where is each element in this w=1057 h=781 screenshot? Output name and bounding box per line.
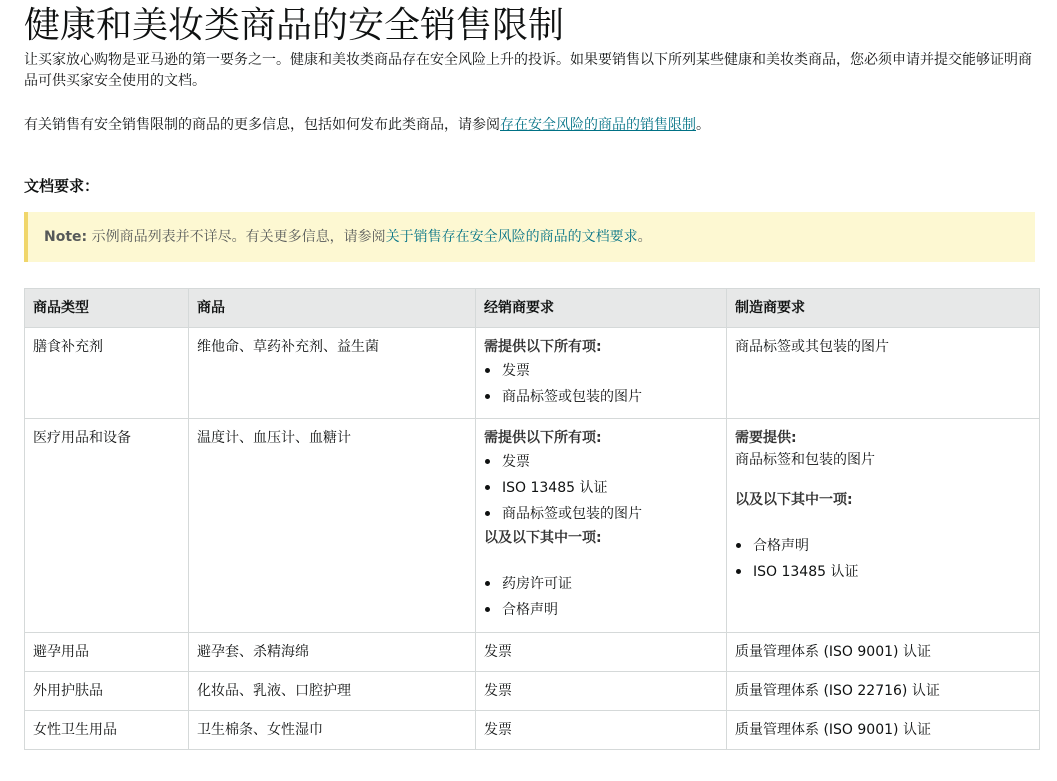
- list-item: 药房许可证: [502, 571, 718, 597]
- table-row: [25, 672, 1040, 711]
- distributor-list: [484, 358, 718, 410]
- product-type-cell: 医疗用品和设备: [25, 419, 189, 633]
- table-row: [25, 419, 1040, 633]
- note-box: [24, 212, 1035, 262]
- products-cell: 卫生棉条、女性湿巾: [189, 711, 476, 750]
- distributor-cell: 发票: [476, 672, 727, 711]
- list-item: ISO 13485 认证: [502, 475, 718, 501]
- distributor-subheading: 需提供以下所有项:: [484, 430, 602, 446]
- page-title: 健康和美妆类商品的安全销售限制: [24, 5, 565, 46]
- list-item: 合格声明: [502, 597, 718, 623]
- note-text: 示例商品列表并不详尽。有关更多信息，请参阅: [87, 229, 386, 245]
- list-item: 商品标签或包装的图片: [502, 501, 718, 527]
- distributor-cell: [476, 328, 727, 419]
- distributor-list: [484, 449, 718, 527]
- table-header-row: [25, 289, 1040, 328]
- page-content: [24, 0, 1039, 750]
- table-row: [25, 711, 1040, 750]
- list-item: 发票: [502, 358, 718, 384]
- document-requirements-link[interactable]: 关于销售存在安全风险的商品的文档要求: [385, 229, 638, 245]
- note-suffix: 。: [637, 229, 652, 245]
- header-distributor-requirements: 经销商要求: [476, 289, 727, 328]
- list-item: 合格声明: [753, 533, 1031, 559]
- intro-paragraph: 让买家放心购物是亚马逊的第一要务之一。健康和美妆类商品存在安全风险上升的投诉。如果要销售以下所列某些健康和美妆类商品，您必须申请并提交能够证明商品可供买家安全使用的文档。: [24, 52, 1032, 89]
- manufacturer-cell: 商品标签或其包装的图片: [727, 328, 1040, 419]
- list-item: ISO 13485 认证: [753, 559, 1031, 585]
- distributor-subheading: 需提供以下所有项:: [484, 339, 602, 355]
- more-info-suffix: 。: [696, 117, 710, 133]
- table-row: [25, 633, 1040, 672]
- distributor-cell: 发票: [476, 711, 727, 750]
- manufacturer-subheading: 需要提供:: [735, 430, 797, 446]
- requirements-table: [24, 288, 1040, 750]
- restricted-products-link[interactable]: 存在安全风险的商品的销售限制: [500, 117, 696, 133]
- manufacturer-cell: [727, 419, 1040, 633]
- more-info-paragraph: [24, 115, 1039, 136]
- product-type-cell: 膳食补充剂: [25, 328, 189, 419]
- distributor-cell: [476, 419, 727, 633]
- header-products: 商品: [189, 289, 476, 328]
- manufacturer-text: 商品标签和包装的图片: [735, 452, 875, 468]
- manufacturer-subheading-alt: 以及以下其中一项:: [735, 492, 853, 508]
- header-manufacturer-requirements: 制造商要求: [727, 289, 1040, 328]
- product-type-cell: 外用护肤品: [25, 672, 189, 711]
- section-title: 文档要求：: [24, 177, 100, 195]
- manufacturer-cell: 质量管理体系 (ISO 22716) 认证: [727, 672, 1040, 711]
- products-cell: 维他命、草药补充剂、益生菌: [189, 328, 476, 419]
- manufacturer-cell: 质量管理体系 (ISO 9001) 认证: [727, 711, 1040, 750]
- manufacturer-cell: 质量管理体系 (ISO 9001) 认证: [727, 633, 1040, 672]
- list-item: 商品标签或包装的图片: [502, 384, 718, 410]
- distributor-list-alt: [484, 571, 718, 623]
- product-type-cell: 女性卫生用品: [25, 711, 189, 750]
- table-row: [25, 328, 1040, 419]
- products-cell: 化妆品、乳液、口腔护理: [189, 672, 476, 711]
- more-info-text: 有关销售有安全销售限制的商品的更多信息，包括如何发布此类商品，请参阅: [24, 117, 500, 133]
- distributor-cell: 发票: [476, 633, 727, 672]
- products-cell: 避孕套、杀精海绵: [189, 633, 476, 672]
- list-item: 发票: [502, 449, 718, 475]
- distributor-subheading-alt: 以及以下其中一项:: [484, 530, 602, 546]
- header-product-type: 商品类型: [25, 289, 189, 328]
- product-type-cell: 避孕用品: [25, 633, 189, 672]
- manufacturer-list: [735, 533, 1031, 585]
- note-label: Note:: [44, 229, 88, 245]
- products-cell: 温度计、血压计、血糖计: [189, 419, 476, 633]
